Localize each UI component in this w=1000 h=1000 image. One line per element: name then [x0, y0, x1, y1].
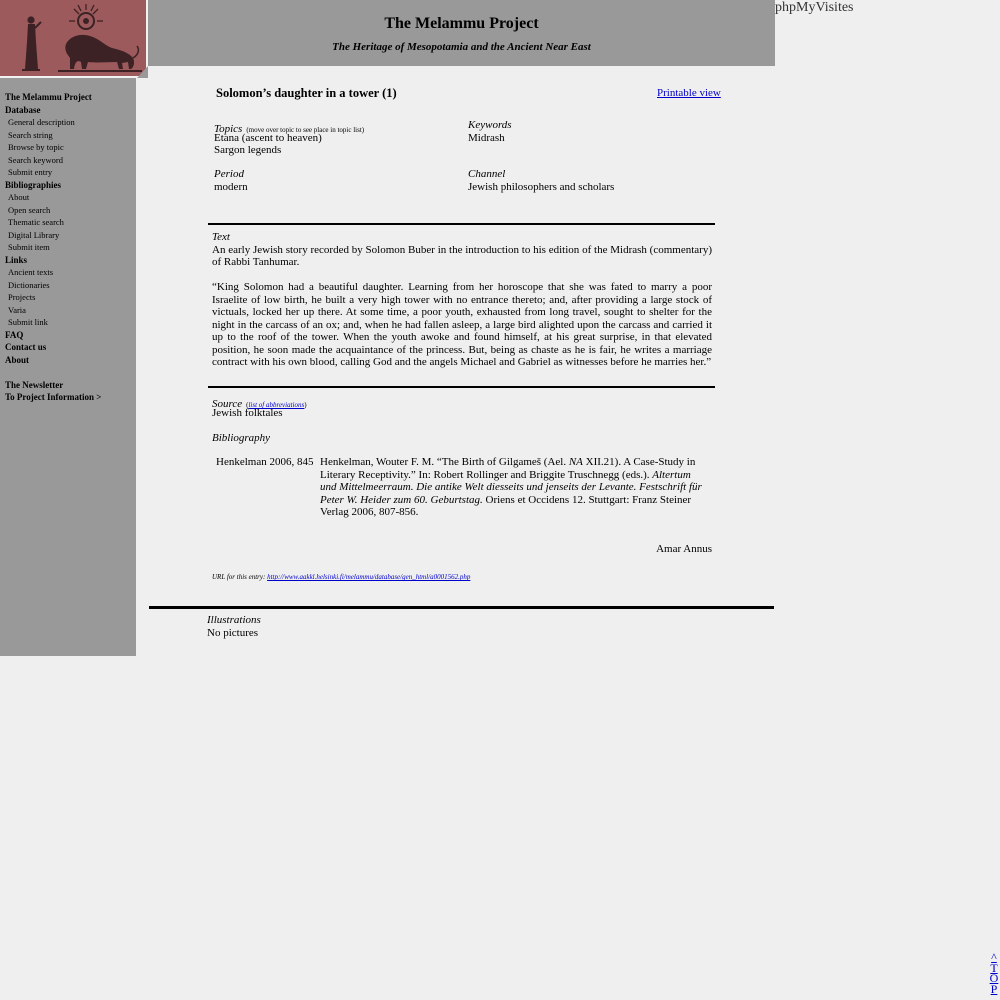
illustrations-value: No pictures [207, 627, 259, 639]
sidebar-item-the-melammu-project[interactable]: The Melammu Project [5, 92, 92, 102]
topics-hint: (move over topic to see place in topic list) [246, 126, 365, 134]
sidebar-item-ancient-texts[interactable]: Ancient texts [8, 267, 54, 277]
text-intro: An early Jewish story recorded by Solomon Buber in the introduction to his edition of the Midrash (commentary) of Rabbi Tanhumar. [212, 243, 712, 268]
text-section [212, 231, 712, 369]
entry-title: Solomon’s daughter in a tower (1) [216, 86, 397, 100]
source-value: Jewish folktales [212, 407, 283, 419]
channel-value: Jewish philosophers and scholars [468, 181, 615, 193]
section-divider [208, 223, 715, 225]
sidebar-item-the-newsletter[interactable]: The Newsletter [5, 379, 64, 390]
channel-label: Channel [468, 168, 506, 180]
entry-author: Amar Annus [656, 543, 712, 555]
bibliography-reference: Henkelman, Wouter F. M. “The Birth of Gilgameš (Ael. NA XII.21). A Case-Study in Literary Receptivity.” In: Robert Rollinger and Briggite Truschnegg (eds.). Altertum und Mittelmeerraum. Die antike Welt diesseits und jenseits der Levante. Festschrift für Peter W. Heider zum 60. Geburtstag. Oriens et Occidens 12. Stuttgart: Franz Steiner Verlag 2006, 807-856. [320, 456, 702, 518]
header-band [148, 0, 775, 66]
bibliography-key: Henkelman 2006, 845 [216, 456, 314, 468]
sidebar-item-projects[interactable]: Projects [8, 292, 36, 302]
sidebar-item-about[interactable]: About [5, 354, 30, 365]
sidebar-item-dictionaries[interactable]: Dictionaries [8, 279, 50, 290]
sidebar-item-bibliographies[interactable]: Bibliographies [5, 179, 62, 190]
sidebar-item-general-description[interactable]: General description [8, 117, 75, 127]
sidebar-item-submit-item[interactable]: Submit item [8, 242, 50, 252]
sidebar-item-submit-link[interactable]: Submit link [8, 317, 48, 327]
entry-url-link[interactable]: http://www.aakkl.helsinki.fi/melammu/database/gen_html/a0001562.php [267, 573, 471, 581]
keywords-label: Keywords [468, 119, 512, 131]
illustrations-divider [149, 606, 774, 609]
topic-item-sargon[interactable]: Sargon legends [214, 144, 282, 156]
source-label: Source [212, 398, 243, 410]
site-title: The Melammu Project [384, 15, 539, 32]
url-label: URL for this entry: [212, 573, 266, 581]
sidebar-item-to-project-information[interactable]: To Project Information > [5, 392, 102, 402]
sidebar-item-search-keyword[interactable]: Search keyword [8, 154, 63, 165]
period-label: Period [214, 168, 244, 180]
period-value: modern [214, 181, 248, 193]
sidebar-item-browse-by-topic[interactable]: Browse by topic [8, 142, 64, 152]
phpmyvisites-image-alt: phpMyVisites [775, 0, 854, 15]
sidebar-item-search-string[interactable]: Search string [8, 129, 53, 140]
sidebar-item-contact-us[interactable]: Contact us [5, 342, 47, 352]
site-subtitle: The Heritage of Mesopotamia and the Ancient Near East [332, 41, 591, 53]
sidebar-nav [5, 91, 133, 404]
text-label: Text [212, 231, 230, 243]
sidebar-item-open-search[interactable]: Open search [8, 204, 51, 215]
topics-label: Topics [214, 123, 243, 135]
printable-view-link[interactable]: Printable view [657, 87, 721, 99]
illustrations-label: Illustrations [207, 614, 261, 626]
text-body: “King Solomon had a beautiful daughter. Learning from her horoscope that she was fated to marry a poor Israelite of low birth, he built a very high tower with no entrance thereto; and, after providing a large stock of victuals, locked her up there. At some time, a poor youth, exhausted from long travel, sought to shelter for the night in the carcass of an ox; and, when he had fallen asleep, a large bird alighted upon the carcass and carried it up to the roof of the tower. When the youth awoke and found himself, at his great surprise, in that elevated position, he soon made the acquaintance of the princess. But, being as chaste as he is fair, he writes a marriage contract with his own blood, calling God and the angels Michael and Gabriel as witnesses before he marries her.” [212, 281, 712, 368]
sidebar-item-faq[interactable]: FAQ [5, 329, 24, 340]
sidebar-item-digital-library[interactable]: Digital Library [8, 229, 60, 240]
bibliography-label: Bibliography [212, 432, 271, 444]
section-divider [208, 386, 715, 388]
keyword-item: Midrash [468, 132, 505, 144]
project-logo[interactable] [0, 0, 148, 78]
sidebar [0, 78, 136, 656]
sidebar-spacer [5, 366, 133, 379]
back-to-top-link[interactable]: ^ T O P [989, 950, 999, 996]
assyrian-relief-logo-icon [0, 0, 146, 76]
sidebar-item-thematic-search[interactable]: Thematic search [8, 217, 64, 227]
topic-item-etana[interactable]: Etana (ascent to heaven) [214, 132, 322, 144]
sidebar-item-database[interactable]: Database [5, 104, 41, 115]
sidebar-item-submit-entry[interactable]: Submit entry [8, 167, 53, 177]
sidebar-item-about[interactable]: About [8, 192, 30, 202]
source-heading: Source (list of abbreviations) [212, 398, 307, 410]
sidebar-item-varia[interactable]: Varia [8, 304, 26, 315]
sidebar-item-links[interactable]: Links [5, 254, 28, 265]
abbreviations-link[interactable]: list of abbreviations [248, 401, 305, 409]
entry-url-line [212, 573, 470, 581]
logo-corner-notch [137, 66, 148, 78]
